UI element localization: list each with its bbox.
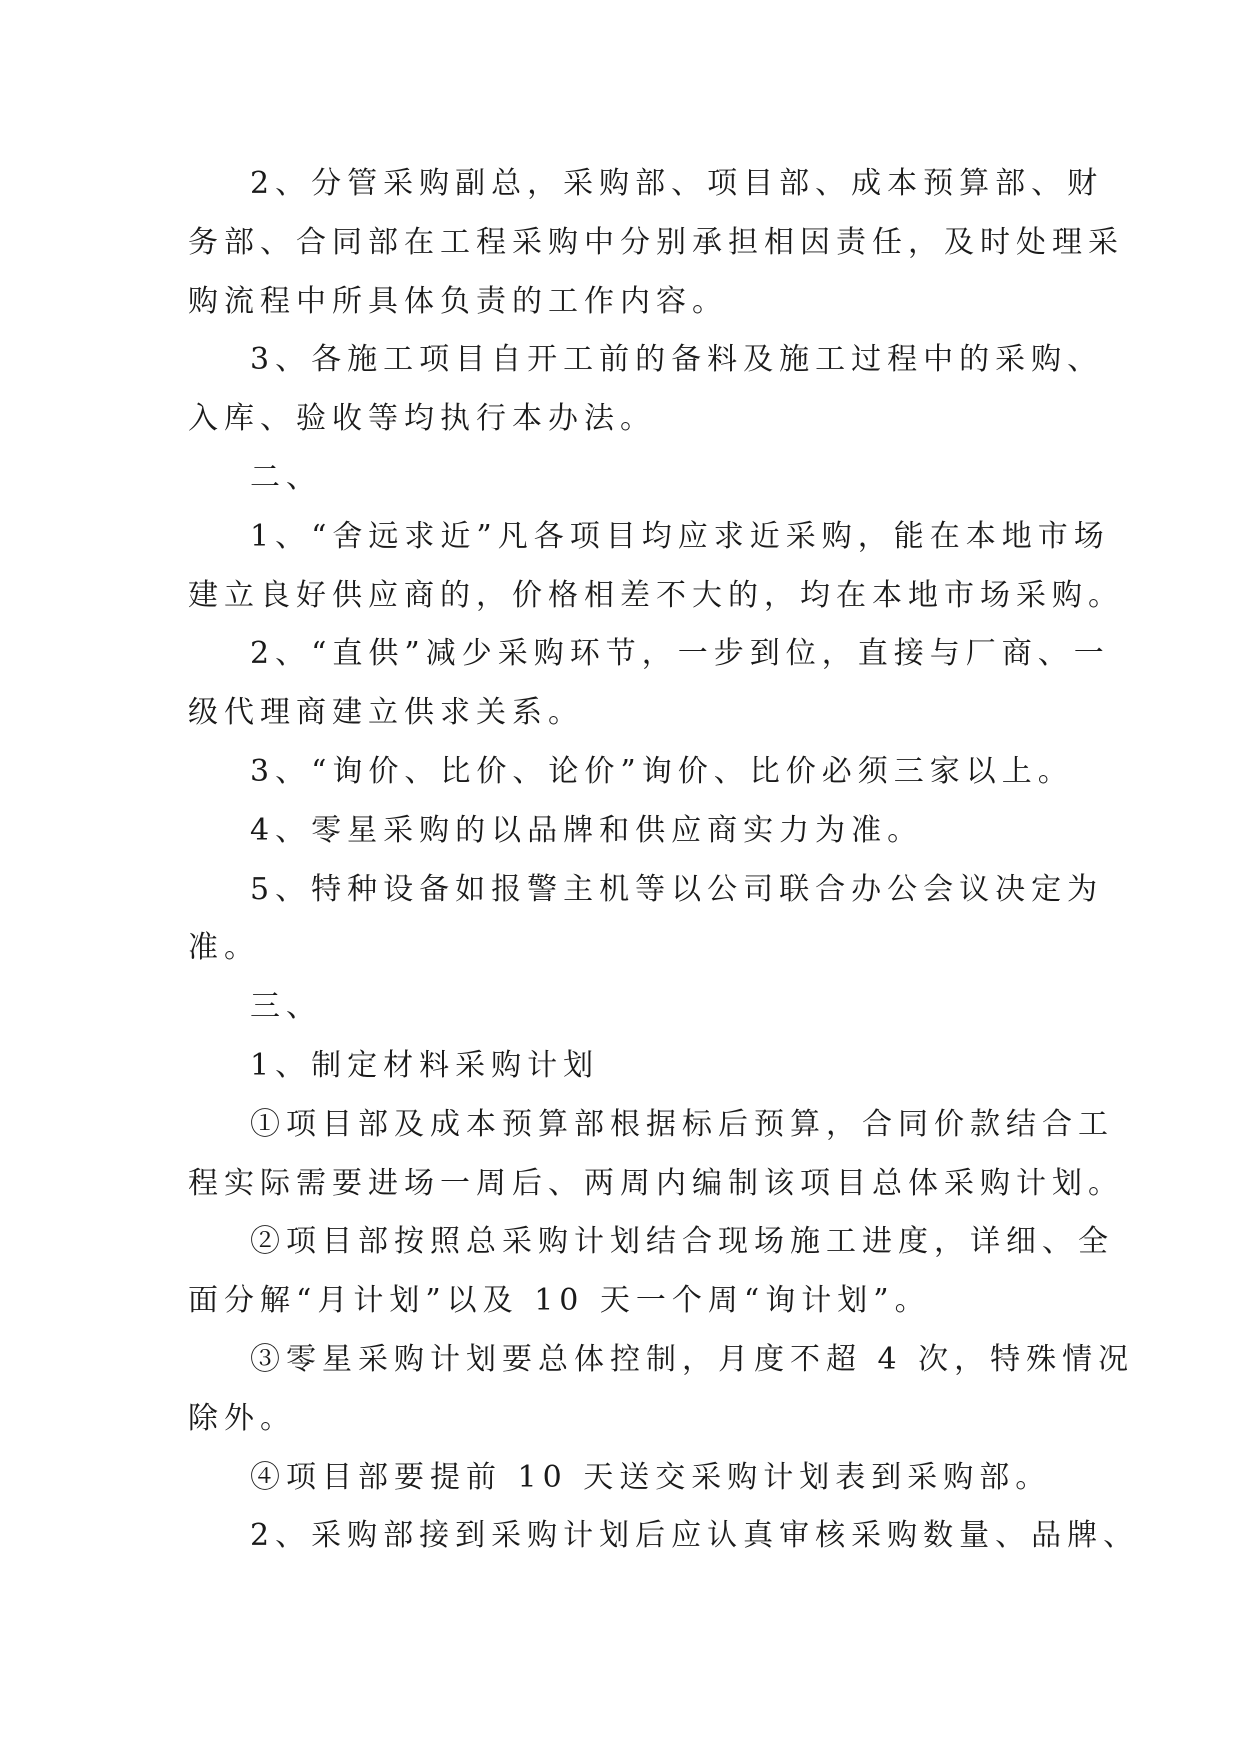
paragraph-line: 程实际需要进场一周后、两周内编制该项目总体采购计划。 xyxy=(188,1166,1124,1201)
paragraph-line: ②项目部按照总采购计划结合现场施工进度，详细、全 xyxy=(250,1224,1114,1259)
paragraph-line: ④项目部要提前 10 天送交采购计划表到采购部。 xyxy=(250,1460,1052,1495)
paragraph-line: 建立良好供应商的，价格相差不大的，均在本地市场采购。 xyxy=(188,578,1124,613)
paragraph-line: 务部、合同部在工程采购中分别承担相因责任，及时处理采 xyxy=(188,225,1124,260)
paragraph-line: 准。 xyxy=(188,930,260,965)
paragraph-line: 2、采购部接到采购计划后应认真审核采购数量、品牌、 xyxy=(250,1518,1140,1553)
paragraph-line: 购流程中所具体负责的工作内容。 xyxy=(188,284,728,319)
section-heading: 二、 xyxy=(250,460,322,495)
section-heading: 三、 xyxy=(250,989,322,1024)
paragraph-line: 面分解“月计划”以及 10 天一个周“询计划”。 xyxy=(188,1283,931,1318)
paragraph-line: ①项目部及成本预算部根据标后预算，合同价款结合工 xyxy=(250,1107,1114,1142)
paragraph-line: 除外。 xyxy=(188,1401,296,1436)
paragraph-line: 4、零星采购的以品牌和供应商实力为准。 xyxy=(250,813,924,848)
paragraph-line: 3、“询价、比价、论价”询价、比价必须三家以上。 xyxy=(250,754,1074,789)
paragraph-line: 级代理商建立供求关系。 xyxy=(188,695,584,730)
paragraph-line: 2、“直供”减少采购环节，一步到位，直接与厂商、一 xyxy=(250,636,1110,671)
paragraph-line: 1、制定材料采购计划 xyxy=(250,1048,600,1083)
paragraph-line: 3、各施工项目自开工前的备料及施工过程中的采购、 xyxy=(250,342,1104,377)
paragraph-line: 5、特种设备如报警主机等以公司联合办公会议决定为 xyxy=(250,872,1104,907)
paragraph-line: ③零星采购计划要总体控制，月度不超 4 次，特殊情况 xyxy=(250,1342,1135,1377)
paragraph-line: 1、“舍远求近”凡各项目均应求近采购，能在本地市场 xyxy=(250,519,1110,554)
paragraph-line: 2、分管采购副总，采购部、项目部、成本预算部、财 xyxy=(250,166,1104,201)
paragraph-line: 入库、验收等均执行本办法。 xyxy=(188,401,656,436)
